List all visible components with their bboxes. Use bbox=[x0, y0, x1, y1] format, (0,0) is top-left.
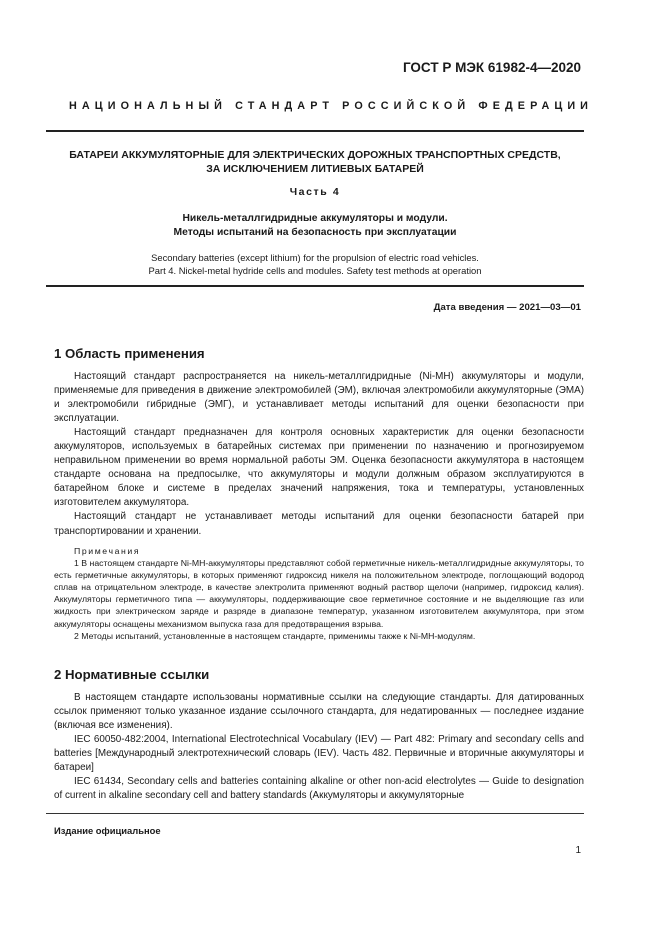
paragraph: IEC 61434, Secondary cells and batteries containing alkaline or other non-acid electrolytes — Guide to designation of current in alkaline secondary cell and battery standards (Аккумуляторы и аккумуляторные bbox=[54, 776, 584, 802]
english-title-line-1: Secondary batteries (except lithium) for the propulsion of electric road vehicles. bbox=[151, 252, 479, 263]
title-line-1: БАТАРЕИ АККУМУЛЯТОРНЫЕ ДЛЯ ЭЛЕКТРИЧЕСКИХ ДОРОЖНЫХ ТРАНСПОРТНЫХ СРЕДСТВ, bbox=[69, 149, 561, 161]
national-standard-banner: НАЦИОНАЛЬНЫЙ СТАНДАРТ РОССИЙСКОЙ ФЕДЕРАЦИИ bbox=[68, 100, 594, 112]
part-number: Часть 4 bbox=[289, 186, 341, 198]
title-line-2: ЗА ИСКЛЮЧЕНИЕМ ЛИТИЕВЫХ БАТАРЕЙ bbox=[206, 163, 424, 175]
introduction-date: Дата введения — 2021—03—01 bbox=[433, 302, 581, 313]
section-normative-references bbox=[54, 667, 584, 803]
official-edition-label: Издание официальное bbox=[54, 825, 161, 836]
note: 2 Методы испытаний, установленные в настоящем стандарте, применимы также к Ni-MH-модулям. bbox=[74, 630, 476, 641]
subtitle-line-1: Никель-металлгидридные аккумуляторы и модули. bbox=[182, 213, 448, 224]
document-title bbox=[46, 148, 584, 176]
paragraph: Настоящий стандарт распространяется на никель-металлгидридные (Ni-MH) аккумуляторы и модули, применяемые для приведения в движение электромобилей (ЭМ), включая электромобили аккумуляторные (ЭМА) и электромобили гибридные (ЭМГ), и устанавливает методы испытаний для оценки безопасности при эксплуатации. bbox=[54, 371, 584, 425]
english-title-line-2: Part 4. Nickel-metal hydride cells and modules. Safety test methods at operation bbox=[148, 265, 482, 276]
footer-divider bbox=[46, 813, 584, 814]
paragraph: В настоящем стандарте использованы нормативные ссылки на следующие стандарты. Для датированных ссылок применяют только указанное издание ссылочного стандарта, для недатированных — последнее издание (включая все изменения). bbox=[54, 692, 584, 732]
section-scope bbox=[54, 346, 584, 642]
document-subtitle bbox=[46, 212, 584, 240]
notes-label: Примечания bbox=[74, 545, 141, 556]
document-number: ГОСТ Р МЭК 61982-4—2020 bbox=[402, 60, 581, 75]
paragraph: Настоящий стандарт не устанавливает методы испытаний для оценки безопасности батарей при транспортировании и хранении. bbox=[54, 511, 584, 537]
paragraph: Настоящий стандарт предназначен для контроля основных характеристик для оценки безопасности аккумуляторов, используемых в батарейных системах при применении по назначению и прогнозируемом неправильном применении во время нормальной работы ЭМ. Оценка безопасности аккумулятора в настоящем стандарте основана на предпосылке, что аккумуляторы и модули должным образом эксплуатируются в батарейном блоке и системе в пределах значений напряжения, тока и температуры, установленных изготовителем аккумулятора. bbox=[54, 427, 584, 509]
page-number: 1 bbox=[575, 845, 581, 856]
english-title bbox=[46, 251, 584, 277]
section-heading: 2 Нормативные ссылки bbox=[54, 667, 210, 682]
section-heading: 1 Область применения bbox=[54, 346, 205, 361]
title-divider bbox=[46, 285, 584, 287]
note: 1 В настоящем стандарте Ni-MH-аккумуляторы представляют собой герметичные никель-металлгидридные аккумуляторы, то есть герметичные аккумуляторы, в которых применяют гидроксид никеля на положительном электроде, поглощающий водород сплав на отрицательном электроде, в качестве электролита применяют водный раствор щелочи (например, гидроксид калия). Аккумуляторы герметичного типа — аккумуляторы, поддерживающие свое герметичное состояние и не выделяющие газ или жидкость при электрическом заряде и разряде в диапазоне температур, указанном изготовителем аккумулятора, при этом аккумуляторы оснащены механизмом выпуска газа для предотвращения взрыва. bbox=[54, 557, 584, 629]
header-divider bbox=[46, 130, 584, 132]
paragraph: IEC 60050-482:2004, International Electrotechnical Vocabulary (IEV) — Part 482: Primary and secondary cells and batteries [Международный электротехнический словарь (IEV). Часть 482. Первичные и вторичные аккумуляторы и батареи] bbox=[54, 734, 584, 774]
subtitle-line-2: Методы испытаний на безопасность при эксплуатации bbox=[173, 227, 457, 238]
